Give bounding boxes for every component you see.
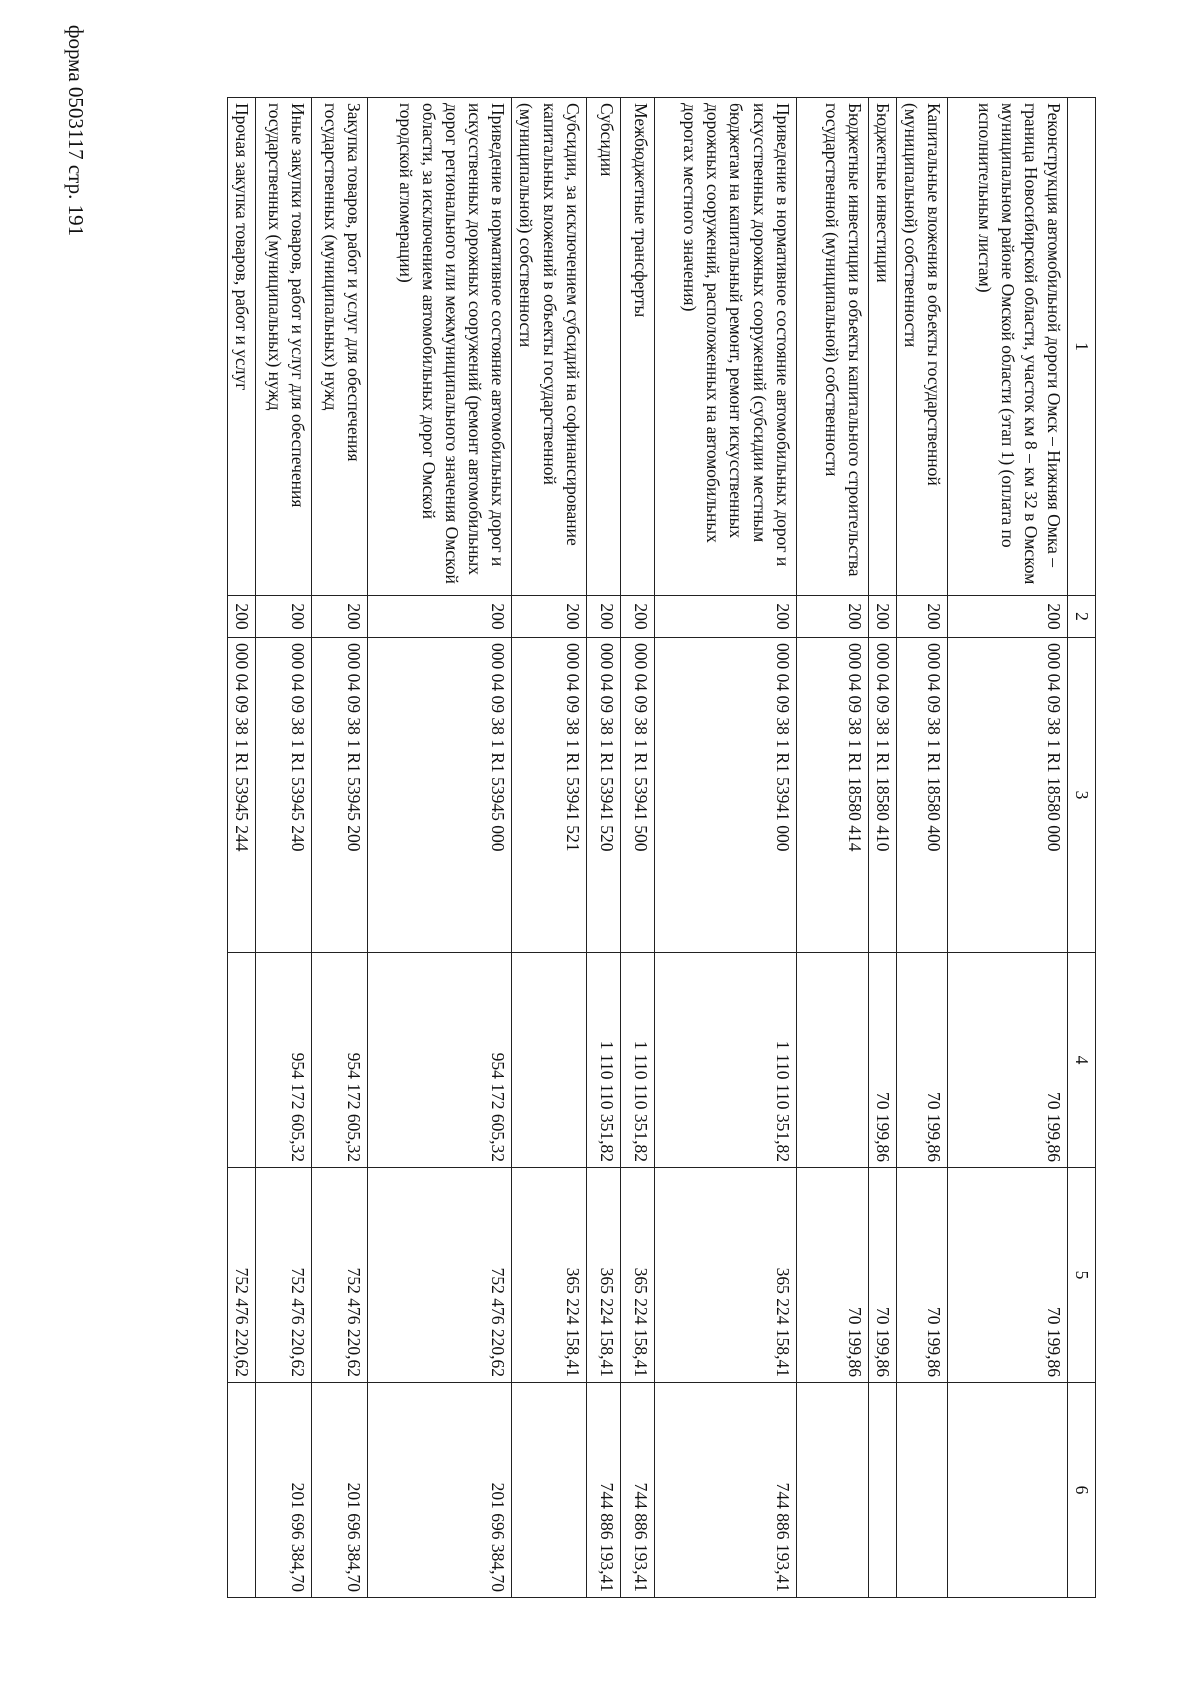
row-col5-value: 365 224 158,41	[620, 1168, 654, 1383]
row-line-code: 200	[256, 596, 312, 638]
row-col6-value: 744 886 193,41	[654, 1383, 796, 1598]
row-col6-value	[896, 1383, 947, 1598]
row-col5-value: 752 476 220,62	[228, 1168, 256, 1383]
table-row	[228, 98, 256, 1598]
row-budget-code: 000 04 09 38 1 R1 53945 200	[312, 638, 368, 953]
row-col4-value: 1 110 110 351,82	[586, 953, 620, 1168]
row-line-code: 200	[896, 596, 947, 638]
row-budget-code: 000 04 09 38 1 R1 53941 500	[620, 638, 654, 953]
form-label	[52, 0, 100, 260]
row-col6-value	[796, 1383, 868, 1598]
row-budget-code: 000 04 09 38 1 R1 18580 414	[796, 638, 868, 953]
row-name: Закупка товаров, работ и услуг для обеспечения государственных (муниципальных) нужд	[312, 98, 368, 596]
row-col4-value: 70 199,86	[947, 953, 1067, 1168]
row-name: Бюджетные инвестиции в объекты капитального строительства государственной (муниципальной) собственности	[796, 98, 868, 596]
row-col6-value	[228, 1383, 256, 1598]
row-budget-code: 000 04 09 38 1 R1 53945 000	[368, 638, 512, 953]
row-col5-value: 70 199,86	[896, 1168, 947, 1383]
row-budget-code: 000 04 09 38 1 R1 53941 521	[512, 638, 586, 953]
row-name: Приведение в нормативное состояние автомобильных дорог и искусственных дорожных сооружений (ремонт автомобильных дорог регионального или межмуниципального значения Омской области, за исключением автомобильных дорог Омской городской агломерации)	[368, 98, 512, 596]
row-col5-value: 70 199,86	[796, 1168, 868, 1383]
row-col5-value: 752 476 220,62	[312, 1168, 368, 1383]
row-name: Субсидии	[586, 98, 620, 596]
col-header-2: 2	[1067, 596, 1095, 638]
row-line-code: 200	[312, 596, 368, 638]
row-line-code: 200	[620, 596, 654, 638]
row-col5-value: 365 224 158,41	[512, 1168, 586, 1383]
row-col4-value: 1 110 110 351,82	[654, 953, 796, 1168]
row-col4-value: 70 199,86	[896, 953, 947, 1168]
row-budget-code: 000 04 09 38 1 R1 18580 400	[896, 638, 947, 953]
row-budget-code: 000 04 09 38 1 R1 18580 000	[947, 638, 1067, 953]
row-budget-code: 000 04 09 38 1 R1 18580 410	[868, 638, 896, 953]
row-col5-value: 752 476 220,62	[256, 1168, 312, 1383]
row-budget-code: 000 04 09 38 1 R1 53945 244	[228, 638, 256, 953]
row-col6-value: 744 886 193,41	[620, 1383, 654, 1598]
row-col5-value: 752 476 220,62	[368, 1168, 512, 1383]
row-budget-code: 000 04 09 38 1 R1 53941 000	[654, 638, 796, 953]
col-header-1: 1	[1067, 98, 1095, 596]
row-col4-value	[796, 953, 868, 1168]
table-row	[620, 98, 654, 1598]
row-name: Капитальные вложения в объекты государственной (муниципальной) собственности	[896, 98, 947, 596]
row-line-code: 200	[368, 596, 512, 638]
row-line-code: 200	[512, 596, 586, 638]
row-col5-value: 70 199,86	[947, 1168, 1067, 1383]
table-row	[947, 98, 1067, 1598]
row-col5-value: 365 224 158,41	[654, 1168, 796, 1383]
row-col6-value: 201 696 384,70	[256, 1383, 312, 1598]
row-col4-value	[228, 953, 256, 1168]
row-col5-value: 365 224 158,41	[586, 1168, 620, 1383]
row-col4-value: 70 199,86	[868, 953, 896, 1168]
table-row	[368, 98, 512, 1598]
row-name: Иные закупки товаров, работ и услуг для обеспечения государственных (муниципальных) нужд	[256, 98, 312, 596]
row-col6-value	[947, 1383, 1067, 1598]
row-col6-value: 201 696 384,70	[312, 1383, 368, 1598]
row-budget-code: 000 04 09 38 1 R1 53941 520	[586, 638, 620, 953]
row-name: Межбюджетные трансферты	[620, 98, 654, 596]
row-col5-value: 70 199,86	[868, 1168, 896, 1383]
table-row	[796, 98, 868, 1598]
table-row	[312, 98, 368, 1598]
row-name: Бюджетные инвестиции	[868, 98, 896, 596]
budget-table	[227, 97, 1096, 1598]
row-col6-value	[868, 1383, 896, 1598]
row-name: Приведение в нормативное состояние автомобильных дорог и искусственных дорожных сооружений (субсидии местным бюджетам на капитальный ремонт, ремонт искусственных дорожных сооружений, расположенных на автомобильных дорогах местного значения)	[654, 98, 796, 596]
row-name: Реконструкция автомобильной дороги Омск – Нижняя Омка – граница Новосибирской области, участок км 8 – км 32 в Омском муниципальном районе Омской области (этап 1) (оплата по исполнительным листам)	[947, 98, 1067, 596]
report-sheet	[110, 97, 1096, 1597]
table-row	[868, 98, 896, 1598]
table-row	[896, 98, 947, 1598]
table-row	[512, 98, 586, 1598]
table-header-row	[1067, 98, 1095, 1598]
row-line-code: 200	[868, 596, 896, 638]
col-header-4: 4	[1067, 953, 1095, 1168]
row-col4-value	[512, 953, 586, 1168]
row-line-code: 200	[654, 596, 796, 638]
row-line-code: 200	[586, 596, 620, 638]
col-header-5: 5	[1067, 1168, 1095, 1383]
row-line-code: 200	[228, 596, 256, 638]
row-col4-value: 954 172 605,32	[256, 953, 312, 1168]
table-row	[654, 98, 796, 1598]
row-col4-value: 954 172 605,32	[312, 953, 368, 1168]
row-col6-value: 744 886 193,41	[586, 1383, 620, 1598]
row-line-code: 200	[947, 596, 1067, 638]
col-header-3: 3	[1067, 638, 1095, 953]
row-col6-value	[512, 1383, 586, 1598]
row-col4-value: 954 172 605,32	[368, 953, 512, 1168]
table-row	[586, 98, 620, 1598]
row-budget-code: 000 04 09 38 1 R1 53945 240	[256, 638, 312, 953]
col-header-6: 6	[1067, 1383, 1095, 1598]
row-col6-value: 201 696 384,70	[368, 1383, 512, 1598]
row-col4-value: 1 110 110 351,82	[620, 953, 654, 1168]
form-label-text: форма 0503117 стр. 191	[64, 24, 89, 236]
row-line-code: 200	[796, 596, 868, 638]
row-name: Субсидии, за исключением субсидий на софинансирование капитальных вложений в объекты государственной (муниципальной) собственности	[512, 98, 586, 596]
row-name: Прочая закупка товаров, работ и услуг	[228, 98, 256, 596]
table-row	[256, 98, 312, 1598]
